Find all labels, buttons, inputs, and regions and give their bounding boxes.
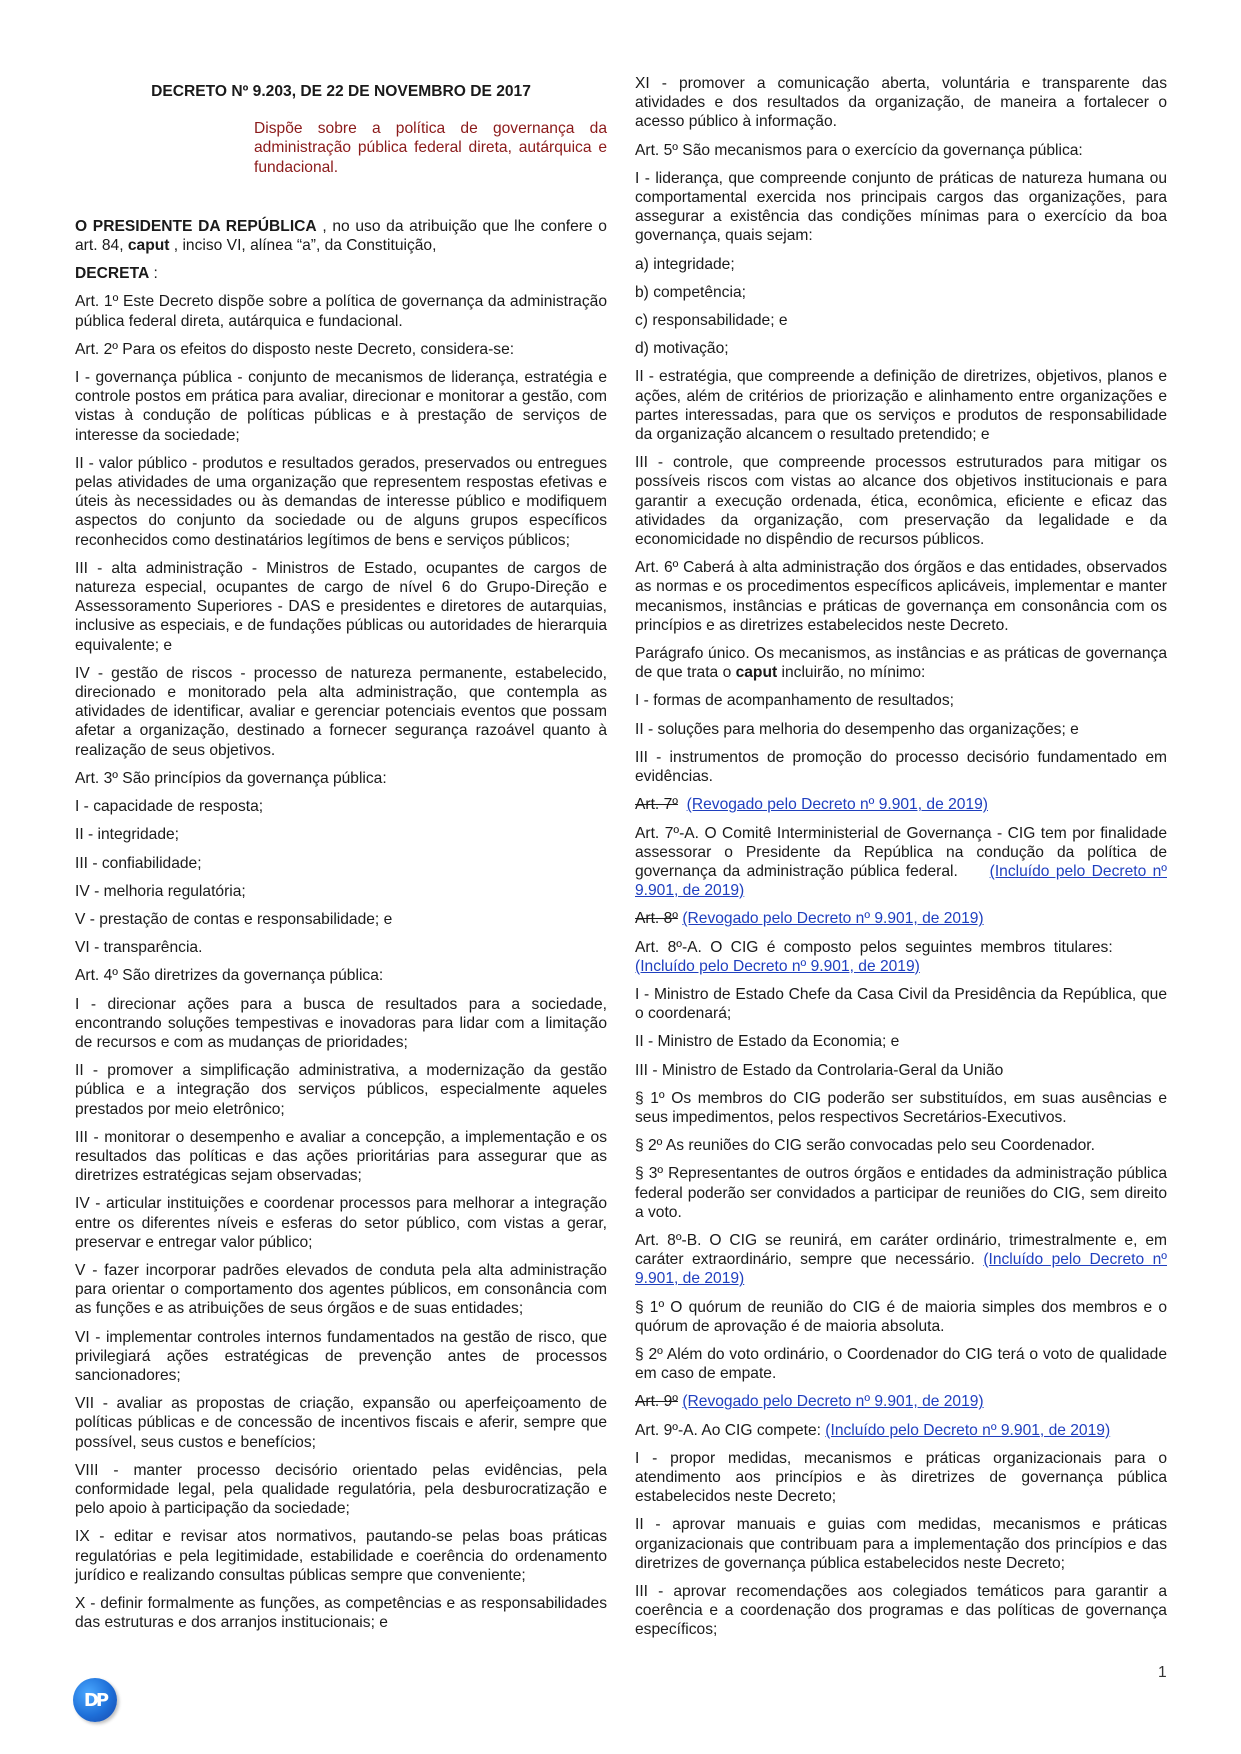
paragraph: VII - avaliar as propostas de criação, expansão ou aperfeiçoamento de políticas públicas e de concessão de incentivos fiscais e aferir, sempre que possível, seus custos e benefícios; xyxy=(75,1395,607,1451)
paragraph: b) competência; xyxy=(635,283,746,301)
paragraph: III - alta administração - Ministros de Estado, ocupantes de cargos de natureza especial, ocupantes de cargo de nível 6 do Grupo-Direção e Assessoramento Superiores - DAS e presidentes e diretores de autarquias, inclusive as especiais, e de fundações públicas ou autoridades de hierarquia equivalente; e xyxy=(75,559,607,654)
art9-revoked xyxy=(635,1392,1167,1411)
paragraph: VI - implementar controles internos fundamentados na gestão de risco, que privilegiará ações estratégicas de prevenção antes de processos sancionadores; xyxy=(75,1328,607,1384)
paragraph: III - Ministro de Estado da Controlaria-Geral da União xyxy=(635,1061,1004,1079)
page-number: 1 xyxy=(1158,1664,1167,1681)
paragraph: XI - promover a comunicação aberta, voluntária e transparente das atividades e dos resultados da organização, de maneira a fortalecer o acesso público à informação. xyxy=(635,75,1167,131)
revogado-link[interactable]: (Revogado pelo Decreto nº 9.901, de 2019) xyxy=(682,910,984,928)
ementa: Dispõe sobre a política de governança da administração pública federal direta, autárquica e fundacional. xyxy=(254,120,607,176)
paragraph: II - aprovar manuais e guias com medidas, mecanismos e práticas organizacionais que contribuam para a implementação dos princípios e das diretrizes de governança pública estabelecidos neste Decreto; xyxy=(635,1516,1167,1572)
paragraph: a) integridade; xyxy=(635,255,735,273)
art7a xyxy=(635,824,1167,901)
paragraph: III - confiabilidade; xyxy=(75,854,202,872)
paragraph-unico xyxy=(635,644,1167,682)
paragraph: IV - gestão de riscos - processo de natureza permanente, estabelecido, direcionado e monitorado pela alta administração, que contempla as atividades de identificar, avaliar e gerenciar potenciais eventos que possam afetar a organização, destinado a fornecer segurança razoável quanto à realização de seus objetivos. xyxy=(75,664,607,759)
paragraph: Art. 5º São mecanismos para o exercício da governança pública: xyxy=(635,141,1083,159)
paragraph: II - soluções para melhoria do desempenho das organizações; e xyxy=(635,720,1079,738)
paragraph: § 2º Além do voto ordinário, o Coordenador do CIG terá o voto de qualidade em caso de empate. xyxy=(635,1345,1167,1383)
revoked-article-label: Art. 8º xyxy=(635,910,678,928)
paragraph: Art. 4º São diretrizes da governança pública: xyxy=(75,967,384,985)
paragraph: § 3º Representantes de outros órgãos e entidades da administração pública federal poderão ser convidados a participar de reuniões do CIG, sem direito a voto. xyxy=(635,1165,1167,1221)
caput-label: caput xyxy=(127,237,170,255)
paragraph: III - aprovar recomendações aos colegiados temáticos para garantir a coerência e a coordenação dos programas e das políticas de governança específicos; xyxy=(635,1583,1167,1639)
paragraph: IV - articular instituições e coordenar processos para melhorar a integração entre os diferentes níveis e esferas do setor público, com vistas a gerar, preservar e entregar valor público; xyxy=(75,1195,607,1251)
art8-revoked xyxy=(635,909,1167,928)
paragraph: II - estratégia, que compreende a definição de diretrizes, objetivos, planos e ações, além de critérios de priorização e alinhamento entre organizações e partes interessadas, para que os serviços e produtos de responsabilidade da organização alcancem o resultado pretendido; e xyxy=(635,368,1167,444)
paragraph: c) responsabilidade; e xyxy=(635,312,788,330)
paragraph: d) motivação; xyxy=(635,340,729,358)
paragraph: Art. 1º Este Decreto dispõe sobre a política de governança da administração pública federal direta, autárquica e fundacional. xyxy=(75,293,607,330)
incluido-link[interactable]: (Incluído pelo Decreto nº 9.901, de 2019) xyxy=(635,957,920,975)
revogado-link[interactable]: (Revogado pelo Decreto nº 9.901, de 2019) xyxy=(682,1393,984,1411)
revoked-article-label: Art. 9º xyxy=(635,1393,678,1411)
paragraph: II - integridade; xyxy=(75,826,180,844)
revoked-article-label: Art. 7º xyxy=(635,796,678,814)
paragraph: I - direcionar ações para a busca de resultados para a sociedade, encontrando soluções tempestivas e inovadoras para lidar com a limitação de recursos e com as mudanças de prioridades; xyxy=(75,995,607,1051)
paragraph: VI - transparência. xyxy=(75,939,203,957)
paragraph: I - capacidade de resposta; xyxy=(75,798,264,816)
paragraph: Art. 3º São princípios da governança pública: xyxy=(75,769,387,787)
paragraph: VIII - manter processo decisório orientado pelas evidências, pela conformidade legal, pela qualidade regulatória, pela desburocratização e pelo apoio à participação da sociedade; xyxy=(75,1461,607,1518)
logo-text: DP xyxy=(83,1689,107,1711)
decreta xyxy=(75,264,607,283)
paragraph: III - controle, que compreende processos estruturados para mitigar os possíveis riscos com vistas ao alcance dos objetivos institucionais e para garantir a execução ordenada, ética, econômica, eficiente e eficaz das atividades da organização, com preservação da legalidade e da economicidade no dispêndio de recursos públicos. xyxy=(635,454,1167,549)
paragraph-text: Art. 8º-B. O CIG se reunirá, em caráter ordinário, trimestralmente e, em caráter extraordinário, sempre que necessário. xyxy=(635,1231,1167,1269)
paragraph: II - promover a simplificação administrativa, a modernização da gestão pública e a integração dos serviços públicos, especialmente aqueles prestados por meio eletrônico; xyxy=(75,1062,607,1118)
left-column xyxy=(75,74,607,1641)
paragraph: I - governança pública - conjunto de mecanismos de liderança, estratégia e controle postos em prática para avaliar, direcionar e monitorar a gestão, com vistas à condução de políticas públicas e à prestação de serviços de interesse da sociedade; xyxy=(75,369,607,444)
paragraph: I - liderança, que compreende conjunto de práticas de natureza humana ou comportamental exercida nos principais cargos das organizações, para assegurar a existência das condições mínimas para o exercício da boa governança, quais sejam: xyxy=(635,169,1167,245)
preamble-text: , no uso da atribuição que lhe confere o art. 84, xyxy=(75,217,607,255)
paragraph: IV - melhoria regulatória; xyxy=(75,882,246,900)
art7-revoked xyxy=(635,795,1167,814)
incluido-link[interactable]: (Incluído pelo Decreto nº 9.901, de 2019) xyxy=(635,862,1167,900)
art8a xyxy=(635,938,1167,976)
paragraph: X - definir formalmente as funções, as competências e as responsabilidades das estruturas e dos arranjos institucionais; e xyxy=(75,1595,607,1632)
paragraph-text: Parágrafo único. Os mecanismos, as instâncias e as práticas de governança de que trata o xyxy=(635,645,1167,682)
paragraph-text: Art. 9º-A. Ao CIG compete: xyxy=(635,1421,826,1439)
paragraph: Art. 6º Caberá à alta administração dos órgãos e das entidades, observados as normas e os procedimentos específicos aplicáveis, implementar e manter mecanismos, instâncias e práticas de governança em consonância com os princípios e as diretrizes estabelecidos neste Decreto. xyxy=(635,559,1167,634)
decreta-colon: : xyxy=(149,265,158,283)
paragraph-text: Art. 8º-A. O CIG é composto pelos seguintes membros titulares: xyxy=(635,938,1121,956)
paragraph-text: Art. 7º-A. O Comitê Interministerial de Governança - CIG tem por finalidade assessorar o Presidente da República na condução da política de governança da administração pública federal. xyxy=(635,824,1167,880)
art8b xyxy=(635,1231,1167,1289)
paragraph: I - Ministro de Estado Chefe da Casa Civil da Presidência da República, que o coordenará; xyxy=(635,985,1167,1023)
paragraph: § 2º As reuniões do CIG serão convocadas pelo seu Coordenador. xyxy=(635,1137,1095,1155)
paragraph: V - prestação de contas e responsabilidade; e xyxy=(75,910,393,928)
paragraph: II - valor público - produtos e resultados gerados, preservados ou entregues pelas atividades de uma organização que representem respostas efetivas e úteis às necessidades ou às demandas de interesse público e modifiquem aspectos do conjunto da sociedade ou de alguns grupos específicos reconhecidos como destinatários legítimos de bens e serviços públicos; xyxy=(75,454,607,549)
preamble-text: , inciso VI, alínea “a”, da Constituição, xyxy=(169,237,437,255)
paragraph: IX - editar e revisar atos normativos, pautando-se pelas boas práticas regulatórias e pela legitimidade, estabilidade e coerência do ordenamento jurídico e realizando consultas públicas sempre que conveniente; xyxy=(75,1528,607,1584)
president-label: O PRESIDENTE DA REPÚBLICA xyxy=(75,217,317,235)
paragraph: II - Ministro de Estado da Economia; e xyxy=(635,1033,900,1051)
revogado-link[interactable]: (Revogado pelo Decreto nº 9.901, de 2019) xyxy=(686,796,988,814)
right-column xyxy=(635,74,1167,1649)
decreta-label: DECRETA xyxy=(75,265,150,283)
paragraph: § 1º Os membros do CIG poderão ser substituídos, em suas ausências e seus impedimentos, pelos respectivos Secretários-Executivos. xyxy=(635,1089,1167,1126)
paragraph: I - propor medidas, mecanismos e práticas organizacionais para o atendimento aos princípios e às diretrizes de governança pública estabelecidos neste Decreto; xyxy=(635,1449,1167,1506)
paragraph: § 1º O quórum de reunião do CIG é de maioria simples dos membros e o quórum de aprovação é de maioria absoluta. xyxy=(635,1298,1167,1335)
paragraph: V - fazer incorporar padrões elevados de conduta pela alta administração para orientar o comportamento dos agentes públicos, em consonância com as funções e as atribuições de seus órgãos e de suas entidades; xyxy=(75,1261,607,1318)
paragraph: Art. 2º Para os efeitos do disposto neste Decreto, considera-se: xyxy=(75,340,515,358)
paragraph: III - monitorar o desempenho e avaliar a concepção, a implementação e os resultados das políticas e das ações prioritárias para assegurar que as diretrizes estratégicas sejam observadas; xyxy=(75,1128,607,1185)
paragraph: III - instrumentos de promoção do processo decisório fundamentado em evidências. xyxy=(635,748,1167,786)
preamble xyxy=(75,217,607,255)
incluido-link[interactable]: (Incluído pelo Decreto nº 9.901, de 2019) xyxy=(825,1421,1111,1439)
paragraph: I - formas de acompanhamento de resultados; xyxy=(635,692,954,710)
decree-title: DECRETO Nº 9.203, DE 22 DE NOVEMBRO DE 2017 xyxy=(151,83,531,100)
incluido-link[interactable]: (Incluído pelo Decreto nº 9.901, de 2019) xyxy=(635,1251,1167,1288)
caput-label: caput xyxy=(735,664,778,682)
art9a xyxy=(635,1421,1167,1440)
dp-logo-icon xyxy=(73,1678,117,1722)
paragraph-text: incluirão, no mínimo: xyxy=(777,664,926,682)
